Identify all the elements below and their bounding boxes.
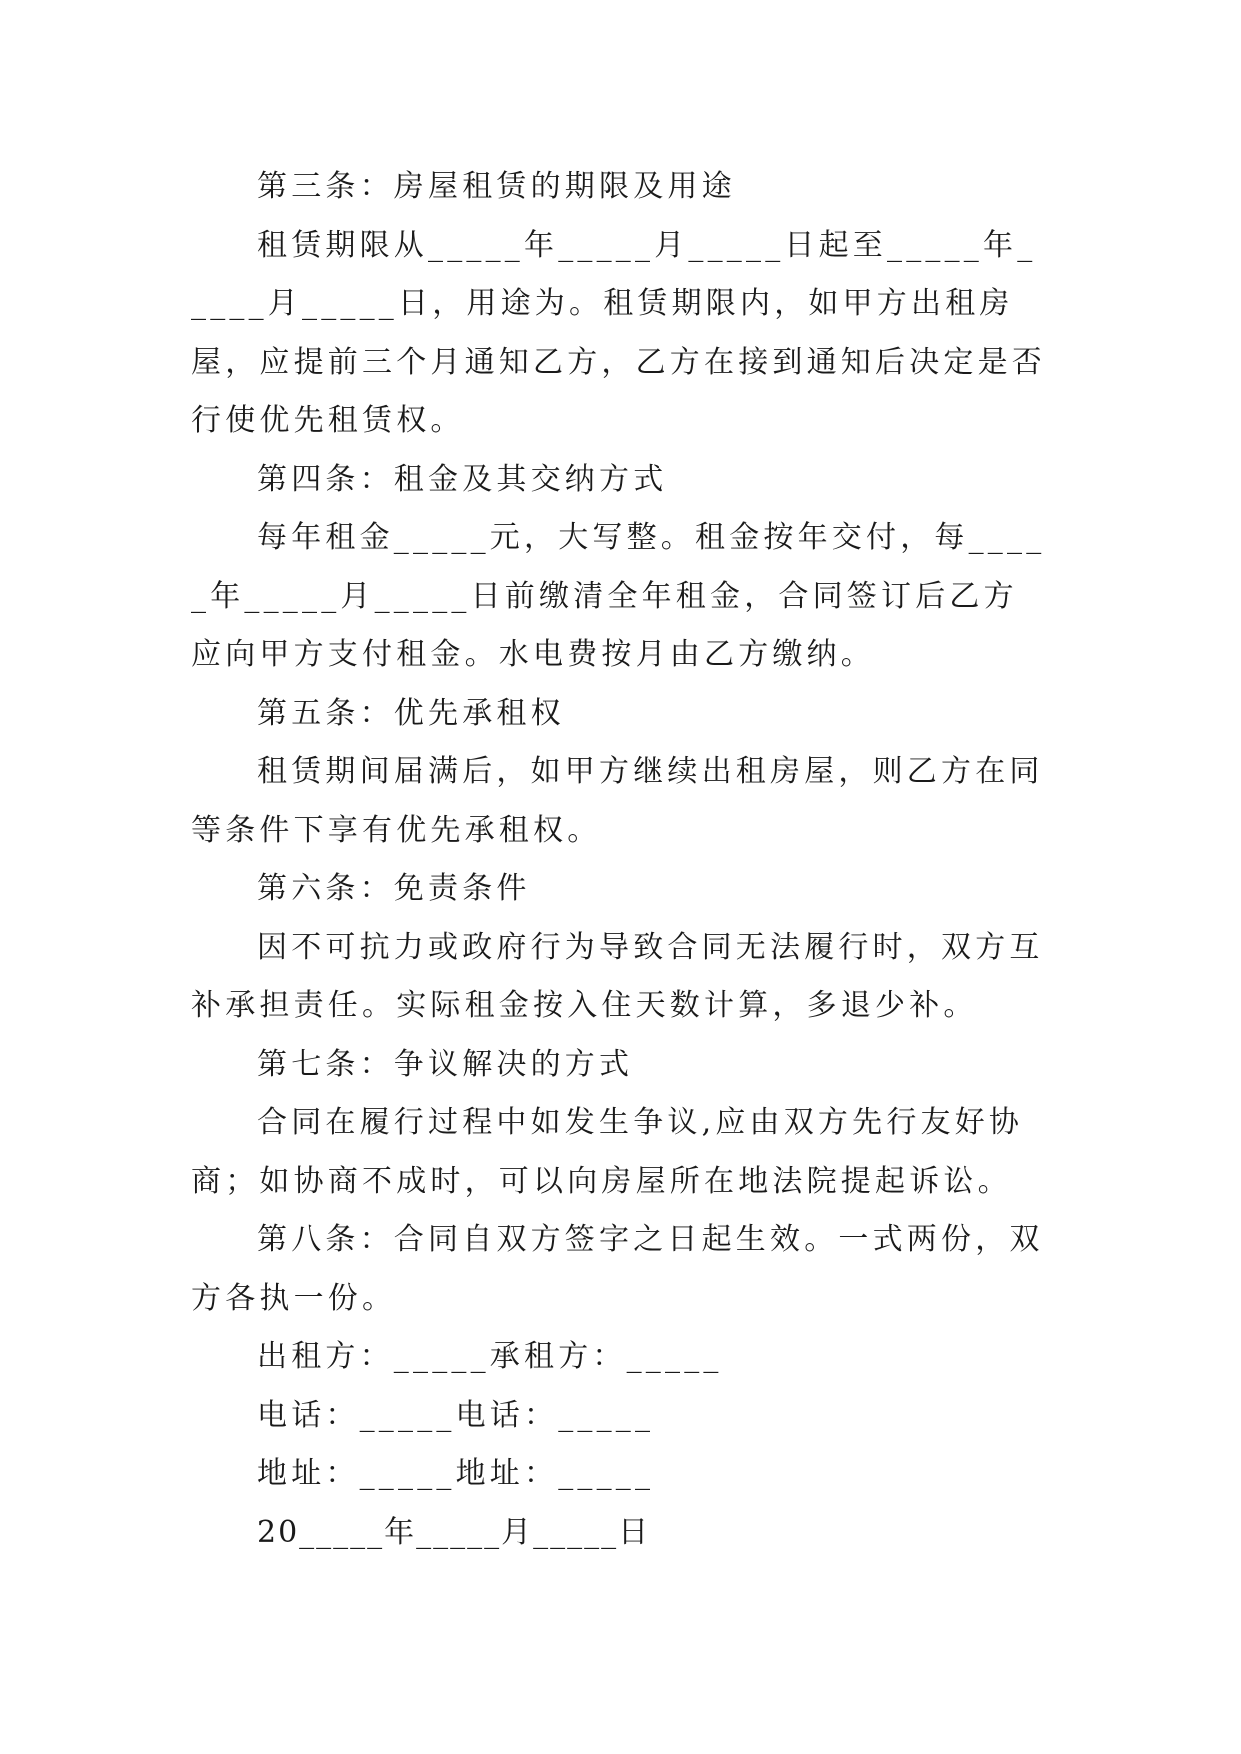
article-4-heading: 第四条：租金及其交纳方式	[257, 461, 668, 497]
article-5-heading: 第五条：优先承租权	[257, 695, 565, 731]
article-3-heading: 第三条：房屋租赁的期限及用途	[257, 169, 736, 204]
contract-body	[191, 158, 1051, 1562]
article-4-text: 每年租金_____元，大写整。租金按年交付，每_____年_____月_____日前缴清全年租金，合同签订后乙方应向甲方支付租金。水电费按月由乙方缴纳。	[191, 520, 1046, 672]
article-6-heading: 第六条：免责条件	[257, 871, 531, 906]
signature-date-line: 20_____年_____月_____日	[257, 1514, 651, 1550]
article-6-text: 因不可抗力或政府行为导致合同无法履行时，双方互补承担责任。实际租金按入住天数计算，多退少补。	[191, 929, 1044, 1023]
article-7-text: 合同在履行过程中如发生争议,应由双方先行友好协商；如协商不成时，可以向房屋所在地法院提起诉讼。	[191, 1105, 1024, 1199]
signature-phone-line: 电话：_____电话：_____	[257, 1397, 655, 1433]
signature-parties-line: 出租方：_____承租方：_____	[257, 1339, 723, 1374]
article-7-heading: 第七条：争议解决的方式	[257, 1046, 634, 1082]
article-8-text: 第八条：合同自双方签字之日起生效。一式两份，双方各执一份。	[191, 1222, 1044, 1316]
signature-address-line: 地址：_____地址：_____	[257, 1456, 655, 1491]
article-5-text: 租赁期间届满后，如甲方继续出租房屋，则乙方在同等条件下享有优先承租权。	[191, 754, 1044, 848]
article-3-text: 租赁期限从_____年_____月_____日起至_____年_____月_____日，用途为。租赁期限内，如甲方出租房屋，应提前三个月通知乙方，乙方在接到通知后决定是否行使优先租赁权。	[191, 227, 1046, 438]
